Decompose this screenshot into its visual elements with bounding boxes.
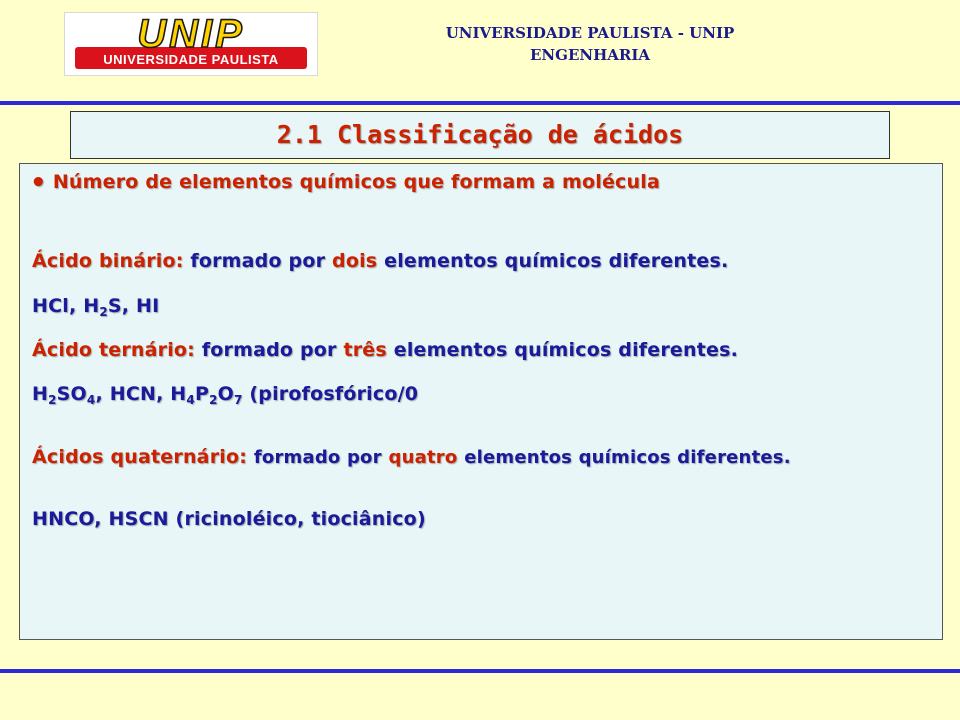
example-hcl: HCl,	[32, 295, 77, 317]
quaternary-definition	[32, 446, 791, 468]
top-divider	[0, 101, 960, 105]
binary-examples	[32, 295, 159, 317]
formula-part: SO	[56, 383, 87, 405]
subscript: 2	[99, 305, 108, 319]
binary-label: Ácido binário:	[32, 250, 184, 272]
slide-title: 2.1 Classificação de ácidos	[276, 120, 684, 149]
binary-definition	[32, 250, 728, 272]
logo-subtitle: UNIVERSIDADE PAULISTA	[103, 52, 279, 67]
ternary-examples	[32, 383, 418, 405]
formula-name: (pirofosfórico/0	[242, 383, 419, 405]
quaternary-count: quatro	[388, 447, 458, 468]
title-box	[70, 111, 890, 159]
ternary-label: Ácido ternário:	[32, 339, 195, 361]
logo-wordmark: UNIP	[137, 13, 245, 56]
ternary-text-a: formado por	[201, 339, 337, 361]
bullet-icon: •	[30, 168, 47, 198]
institution-name: UNIVERSIDADE PAULISTA - UNIP	[445, 24, 735, 42]
bottom-divider	[0, 669, 960, 673]
subscript: 7	[234, 393, 243, 407]
header-institution	[370, 22, 810, 66]
binary-count: dois	[332, 250, 378, 272]
binary-text-b: elementos químicos diferentes.	[384, 250, 729, 272]
unip-logo	[64, 12, 318, 76]
quaternary-label: Ácidos quaternário:	[32, 446, 248, 468]
subscript: 4	[186, 393, 195, 407]
department-name: ENGENHARIA	[529, 46, 651, 64]
example-h: H	[83, 295, 100, 317]
ternary-definition	[32, 339, 738, 361]
bullet-text: Número de elementos químicos que formam a molécula	[52, 171, 660, 193]
ternary-count: três	[343, 339, 387, 361]
binary-text-a: formado por	[190, 250, 326, 272]
subscript: 2	[48, 393, 57, 407]
subscript: 2	[209, 393, 218, 407]
ternary-text-b: elementos químicos diferentes.	[393, 339, 739, 361]
formula-part: P	[194, 383, 210, 405]
formula-part: O	[217, 383, 235, 405]
bullet-line	[30, 168, 660, 198]
quaternary-examples: HNCO, HSCN (ricinoléico, tiociânico)	[32, 508, 426, 530]
subscript: 4	[86, 393, 96, 407]
content-panel	[19, 163, 943, 640]
quaternary-text-a: formado por	[253, 447, 382, 468]
quaternary-text-b: elementos químicos diferentes.	[464, 447, 791, 468]
example-s-hi: S, HI	[107, 295, 160, 317]
formula-part: , HCN, H	[95, 383, 187, 405]
formula-part: H	[32, 383, 49, 405]
